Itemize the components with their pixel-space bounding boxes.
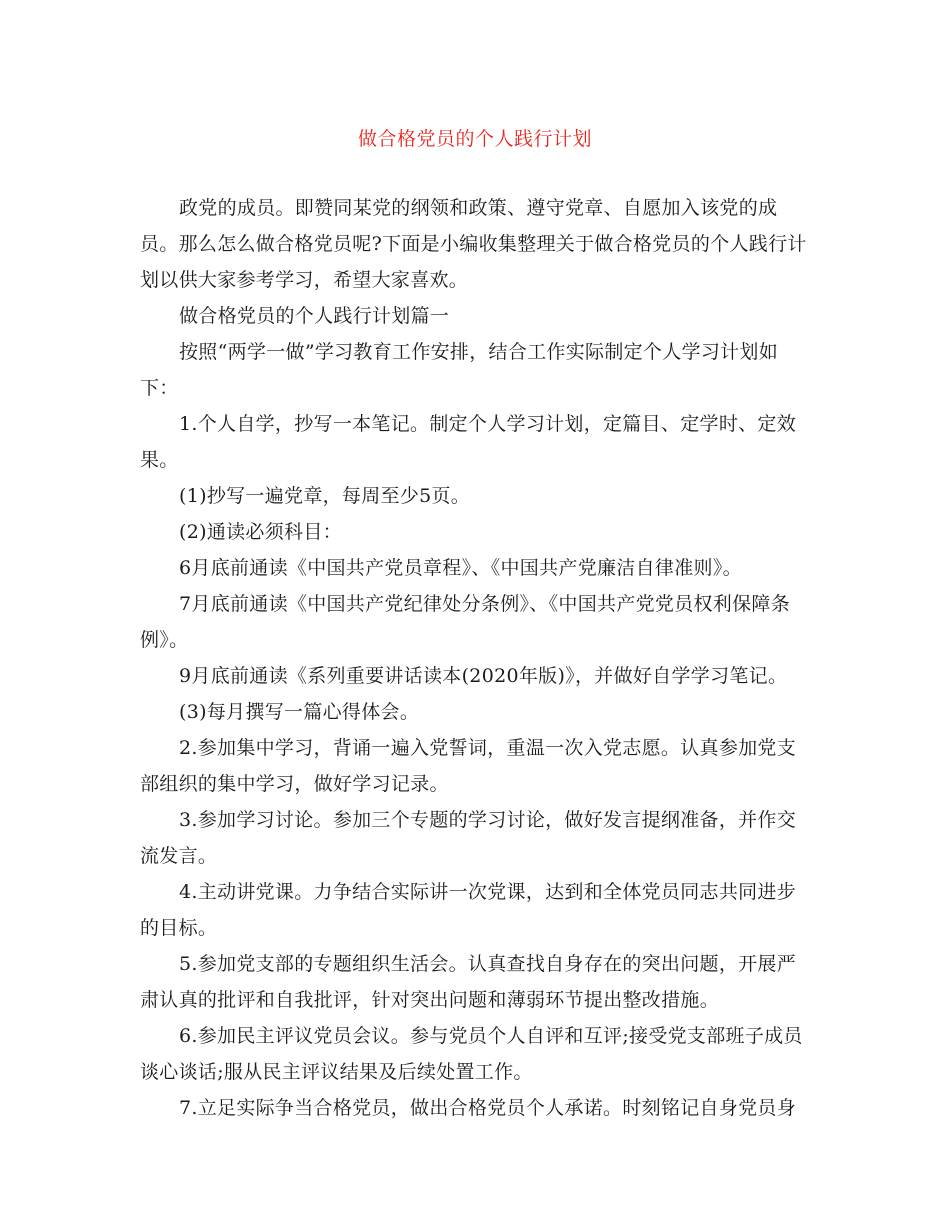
document-title: 做合格党员的个人践行计划 (357, 128, 592, 150)
list-item-1: 1.个人自学，抄写一本笔记。制定个人学习计划，定篇目、定学时、定效果。 (140, 413, 797, 471)
sub-item-2: (2)通读必须科目： (179, 521, 342, 543)
list-item-2: 2.参加集中学习，背诵一遍入党誓词，重温一次入党志愿。认真参加党支部组织的集中学习，做好学习记录。 (140, 737, 797, 795)
reading-item-june: 6月底前通读《中国共产党员章程》、《中国共产党廉洁自律准则》。 (179, 557, 742, 579)
list-item-5: 5.参加党支部的专题组织生活会。认真查找自身存在的突出问题，开展严肃认真的批评和自我批评，针对突出问题和薄弱环节提出整改措施。 (140, 953, 797, 1011)
list-item-4: 4.主动讲党课。力争结合实际讲一次党课，达到和全体党员同志共同进步的目标。 (140, 881, 797, 939)
list-item-6: 6.参加民主评议党员会议。参与党员个人自评和互评;接受党支部班子成员谈心谈话;服从民主评议结果及后续处置工作。 (140, 1025, 803, 1083)
document-body (140, 190, 810, 1126)
paragraph-intro: 政党的成员。即赞同某党的纲领和政策、遵守党章、自愿加入该党的成员。那么怎么做合格党员呢?下面是小编收集整理关于做合格党员的个人践行计划以供大家参考学习，希望大家喜欢。 (140, 197, 807, 291)
section-heading: 做合格党员的个人践行计划篇一 (179, 305, 450, 327)
paragraph: 按照“两学一做”学习教育工作安排，结合工作实际制定个人学习计划如下： (140, 341, 779, 399)
sub-item-3: (3)每月撰写一篇心得体会。 (179, 701, 420, 723)
reading-item-september: 9月底前通读《系列重要讲话读本(2020年版)》，并做好自学学习笔记。 (179, 665, 788, 687)
list-item-3: 3.参加学习讨论。参加三个专题的学习讨论，做好发言提纲准备，并作交流发言。 (140, 809, 797, 867)
list-item-7: 7.立足实际争当合格党员，做出合格党员个人承诺。时刻铭记自身党员身 (179, 1097, 797, 1119)
sub-item-1: (1)抄写一遍党章，每周至少5页。 (179, 485, 471, 507)
reading-item-july: 7月底前通读《中国共产党纪律处分条例》、《中国共产党党员权利保障条例》。 (140, 593, 790, 651)
